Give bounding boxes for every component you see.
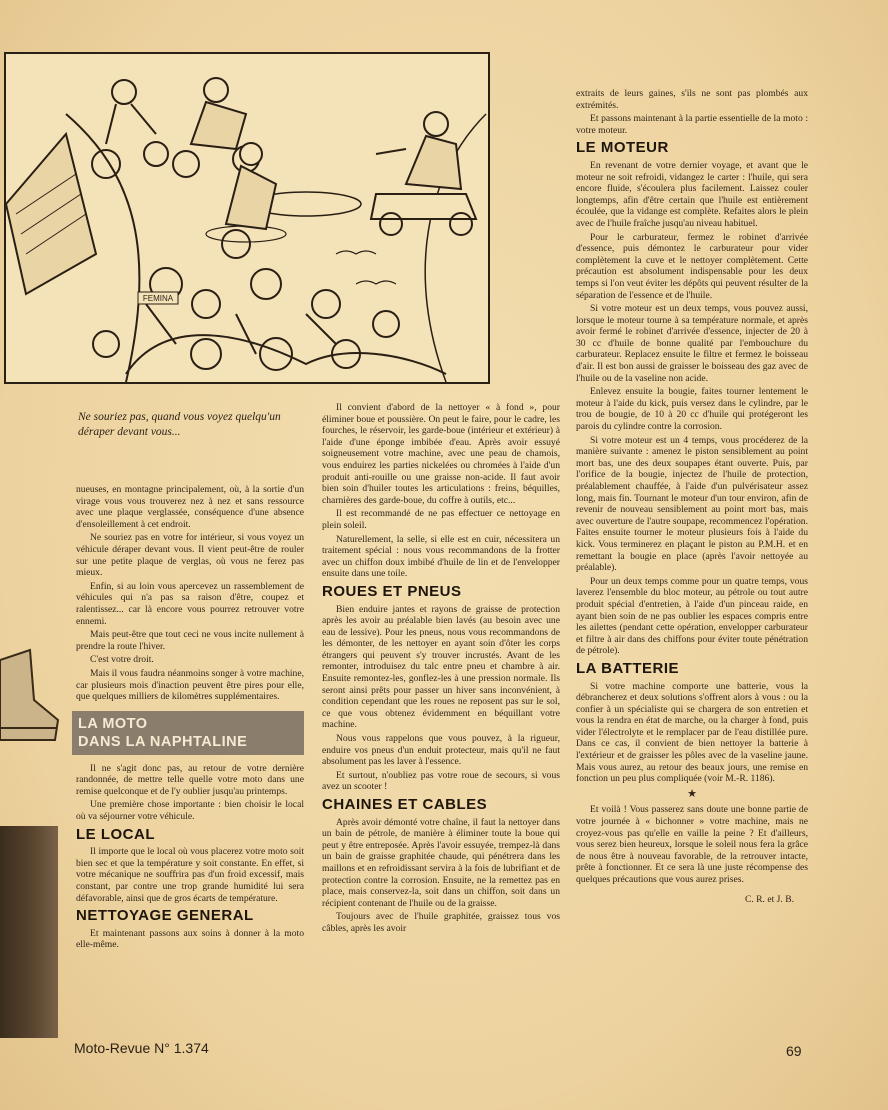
- paragraph: C'est votre droit.: [90, 654, 154, 666]
- paragraph: Et surtout, n'oubliez pas votre roue de secours, si vous avez un scooter !: [322, 769, 560, 793]
- heading-local: LE LOCAL: [76, 825, 155, 843]
- heading-chaines: CHAINES ET CABLES: [322, 796, 488, 813]
- paragraph: Nous vous rappelons que vous pouvez, à la rigueur, enduire vos pneus d'un enduit protecteur, mais qu'il ne faut absolument pas les laver à l'essence.: [322, 733, 560, 768]
- paragraph: Il est recommandé de ne pas effectuer ce nettoyage en plein soleil.: [322, 508, 560, 531]
- heading-line: LA MOTO: [78, 715, 148, 732]
- heading-line: DANS LA NAPHTALINE: [78, 733, 248, 750]
- paragraph: Pour le carburateur, fermez le robinet d'arrivée d'essence, puis démontez le carburateur pour vider complètement la cuve et le nettoyer complètement. Cette précaution est absolument indispensable pour les deux temps si l'on veut éviter les dépôts qui peuvent résulter de la séparation de l'essence et de l'huile.: [576, 231, 808, 301]
- paragraph: Enlevez ensuite la bougie, faites tourner lentement le moteur à l'aide du kick, puis versez dans le cylindre, par le trou de bougie, de 10 à 20 cc d'huile qui protégeront les parois du cylindre contre la corrosion.: [576, 386, 808, 433]
- paragraph: Toujours avec de l'huile graphitée, graissez tous vos câbles, après les avoir: [322, 911, 560, 934]
- paragraph: nueuses, en montagne principalement, où, à la sortie d'un virage vous vous trouverez nez à nez et sans ressource avec une plaque verglassée, conséquence d'une absence d'ensoleillement à cet endroit.: [76, 484, 304, 530]
- author-signature: C. R. et J. B.: [744, 893, 794, 905]
- paragraph: Et passons maintenant à la partie essentielle de la moto : votre moteur.: [576, 113, 808, 136]
- paragraph: Si votre moteur est un 4 temps, vous procéderez de la manière suivante : amenez le piston sensiblement au point mort bas, une des deux soupapes étant ouverte. Puis, par l'orifice de la bougie, injectez de l'huile de protection, préalablement chauffée, à l'aide d'un pulvérisateur assez long, mais fin. Tournant le moteur d'un tour environ, afin de revenir de nouveau sensiblement au point mort bas, mais avec ouverture de l'autre soupape, recommencez l'opération. Faites ensuite tourner le moteur plusieurs fois à l'aide du kick. Vous terminerez en plaçant le piston au P.M.H. et en remettant la bougie en place (après l'avoir nettoyée au préalable).: [576, 434, 808, 574]
- paragraph: Mais peut-être que tout ceci ne vous incite nullement à prendre la route l'hiver.: [76, 629, 304, 652]
- left-edge-photo-top: [0, 640, 62, 752]
- paragraph: Après avoir démonté votre chaîne, il faut la nettoyer dans un bain de pétrole, de manière à éliminer toute la boue qui peut y être entreposée. Après l'avoir essuyée, trempez-là dans un bain de graisse graphitée chaude, qui pénétrera dans les maillons et en refroidissant servira à la fois de lubrifiant et de protection contre la corrosion. Ensuite, ne la remettez pas en place, mais conservez-la, soit dans un chiffon, soit dans un récipient contenant de l'huile ou de la graisse.: [322, 816, 560, 909]
- cartoon-illustration: [4, 52, 490, 384]
- paragraph: Naturellement, la selle, si elle est en cuir, nécessitera un traitement spécial : nous vous recommandons de la frotter avec un chiffon doux imbibé d'huile de lin et de l'envelopper ensuite dans une toile.: [322, 533, 560, 580]
- heading-nettoyage: NETTOYAGE GENERAL: [76, 907, 254, 925]
- heading-moteur: LE MOTEUR: [576, 139, 669, 157]
- femina-sign-text: FEMINA: [142, 294, 174, 303]
- paragraph: Enfin, si au loin vous apercevez un rassemblement de véhicules qui n'a pas sa raison d'être, coupez et ralentissez... car là encore vous pourrez retrouver votre ennemi.: [76, 580, 304, 627]
- paragraph: Mais il vous faudra néanmoins songer à votre machine, car plusieurs mois d'inaction peuvent être pires pour elle, que quelques milliers de kilomètres supplémentaires.: [76, 667, 304, 703]
- heading-batterie: LA BATTERIE: [576, 659, 679, 677]
- magazine-issue: Moto-Revue N° 1.374: [74, 1040, 209, 1056]
- paragraph: Il importe que le local où vous placerez votre moto soit bien sec et que la température y soit constante. En effet, si votre mécanique ne souffrira pas d'un froid excessif, mais constant, par contre une trop grande humidité lui sera défavorable, ainsi que de gros écarts de température.: [76, 846, 304, 904]
- paragraph: Et voilà ! Vous passerez sans doute une bonne partie de votre journée à « bichonner » votre machine, mais ne croyez-vous pas qu'elle en vaille la peine ? Et d'ailleurs, vous serez bien heureux, lorsque le soleil nous fera la grâce de nous être à nouveau favorable, de la retrouver intacte, prête à fonctionner. Et ce sera là une juste récompense des quelques précautions que vous aurez prises.: [576, 804, 808, 885]
- illustration-caption: Ne souriez pas, quand vous voyez quelqu'un déraper devant vous...: [78, 411, 281, 438]
- paragraph: Il ne s'agit donc pas, au retour de votre dernière randonnée, de mettre telle quelle votre moto dans une remise quelconque et de l'y oublier jusqu'au printemps.: [76, 762, 304, 797]
- paragraph: Bien enduire jantes et rayons de graisse de protection après les avoir au préalable bien lavés (au besoin avec une eau de lessive). Pour les pneus, nous vous recommandons de les démonter, de les nettoyer en ayant soin d'ôter les corps étrangers qui peuvent s'y trouver incrustés. Avant de les remonter, introduisez du talc entre pneu et chambre à air. Ensuite remontez-les, gonflez-les à une pression normale. Ils seront ainsi prêts pour passer un hiver sans inconvénient, à condition cependant que les roues ne reposent pas sur le sol, ce que vous obtenez évidemment en béquillant votre machine.: [322, 603, 560, 731]
- heading-naphtaline: [72, 711, 304, 755]
- column-3: [576, 88, 808, 905]
- paragraph: Une première chose importante : bien choisir le local où va séjourner votre véhicule.: [76, 799, 304, 823]
- paragraph: Si votre moteur est un deux temps, vous pouvez aussi, lorsque le moteur tourne à sa température normale, et après avoir fermé le robinet d'arrivée d'essence, injecter de 20 à 30 cc d'huile de bonne qualité par l'embouchure du carburateur. Replacez ensuite le filtre et fermez le boisseau d'air. Il est bon aussi de graisser le boisseau des gaz avec de l'huile ou de la vaseline non acide.: [576, 303, 808, 384]
- left-edge-photo-bottom: [0, 826, 58, 1038]
- paragraph: Il convient d'abord de la nettoyer « à fond », pour éliminer boue et poussière. On peut le faire, pour le cadre, les fourches, le réservoir, les garde-boue (intérieur et extérieur) à l'aide d'une éponge imbibée d'eau. Après avoir essuyé soigneusement votre machine, avec une peau de chamois, vous enduirez les parties nickelées ou chromées à l'aide d'un produit anti-rouille ou une graisse non-acide. Il faut avoir bien soin d'huiler toutes les articulations : freins, béquilles, charnières des garde-boue, du coffre à outils, etc...: [322, 402, 560, 506]
- paragraph: Et maintenant passons aux soins à donner à la moto elle-même.: [76, 927, 304, 951]
- paragraph: Ne souriez pas en votre for intérieur, si vous voyez un véhicule déraper devant vous. Il vient peut-être de rouler sur une petite plaque de verglas, où vous ne ferez pas mieux.: [76, 532, 304, 579]
- column-1: [76, 484, 304, 953]
- page-number: 69: [786, 1043, 802, 1059]
- star-separator-icon: ★: [687, 787, 697, 800]
- paragraph: En revenant de votre dernier voyage, et avant que le moteur ne soit refroidi, vidangez le carter : l'huile, qui sera encore fluide, s'écoulera plus facilement. Laissez couler longtemps, afin d'être certain que l'huile est entièrement écoulée, que la vidange est complète. Refaites alors le plein avec de l'huile fraîche jusqu'au niveau habituel.: [576, 159, 808, 229]
- paragraph: Pour un deux temps comme pour un quatre temps, vous laverez l'ensemble du bloc moteur, au pétrole ou tout autre produit spécial d'entretien, à l'aide d'un pinceau raide, en ayant bien soin de ne pas oublier les espaces compris entre les ailettes (pendant cette opération, envelopper carburateur et filtre à air dans des chiffons pour éviter toute pénétration de pétrole).: [576, 575, 808, 657]
- paragraph: Si votre machine comporte une batterie, vous la débrancherez et deux solutions s'offrent alors à vous : ou la confier à un spécialiste qui se chargera de son entretien et vous la rendra en état de marche, ou la charger à fond, puis vider l'électrolyte et le remplacer par de l'eau distillée pure. Dans ce cas, il convient de bien nettoyer la batterie à l'extérieur et de graisser les pôles avec de la vaseline jaune. Mais vous aurez, au retour des beaux jours, une remise en fonction un peu plus compliquée (voir M.-R. 1186).: [576, 680, 808, 785]
- heading-roues: ROUES ET PNEUS: [322, 582, 462, 600]
- paragraph: extraits de leurs gaines, s'ils ne sont pas plombés aux extrémités.: [576, 88, 808, 111]
- column-2: [322, 402, 560, 937]
